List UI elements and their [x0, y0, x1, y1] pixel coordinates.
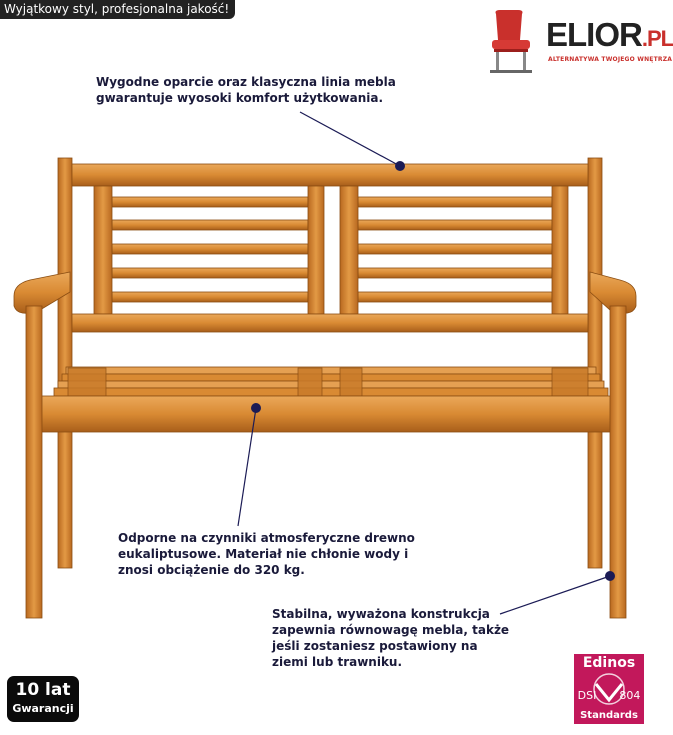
cert-code-right: 804: [619, 689, 641, 702]
marker-leg: [605, 571, 615, 581]
cert-code: [574, 689, 644, 702]
cert-label: Standards: [580, 710, 638, 721]
callout-material: Odporne na czynniki atmosferyczne drewno eukaliptusowe. Materiał nie chłonie wody i znosi obciążenie do 320 kg.: [118, 531, 415, 577]
warranty-years: 10 lat: [15, 680, 71, 700]
cert-brand: Edinos: [582, 655, 636, 671]
warranty-badge: [7, 676, 79, 722]
callout-stability: Stabilna, wyważona konstrukcja zapewnia równowagę mebla, także jeśli zostaniesz postawiony na ziemi lub trawniku.: [272, 607, 510, 669]
promo-banner: Wyjątkowy styl, profesjonalna jakość!: [0, 0, 235, 19]
warranty-label: Gwarancji: [12, 702, 74, 715]
marker-seat: [251, 403, 261, 413]
brand-name: ELIOR.PL: [546, 16, 673, 53]
marker-backrest: [395, 161, 405, 171]
callout-backrest: Wygodne oparcie oraz klasyczna linia mebla gwarantuje wyosoki komfort użytkowania.: [96, 75, 396, 105]
brand-suffix: .PL: [641, 26, 673, 51]
brand-tagline: ALTERNATYWA TWOJEGO WNĘTRZA: [548, 56, 673, 63]
certification-badge: [574, 654, 644, 724]
cert-code-left: DSI: [577, 689, 597, 702]
